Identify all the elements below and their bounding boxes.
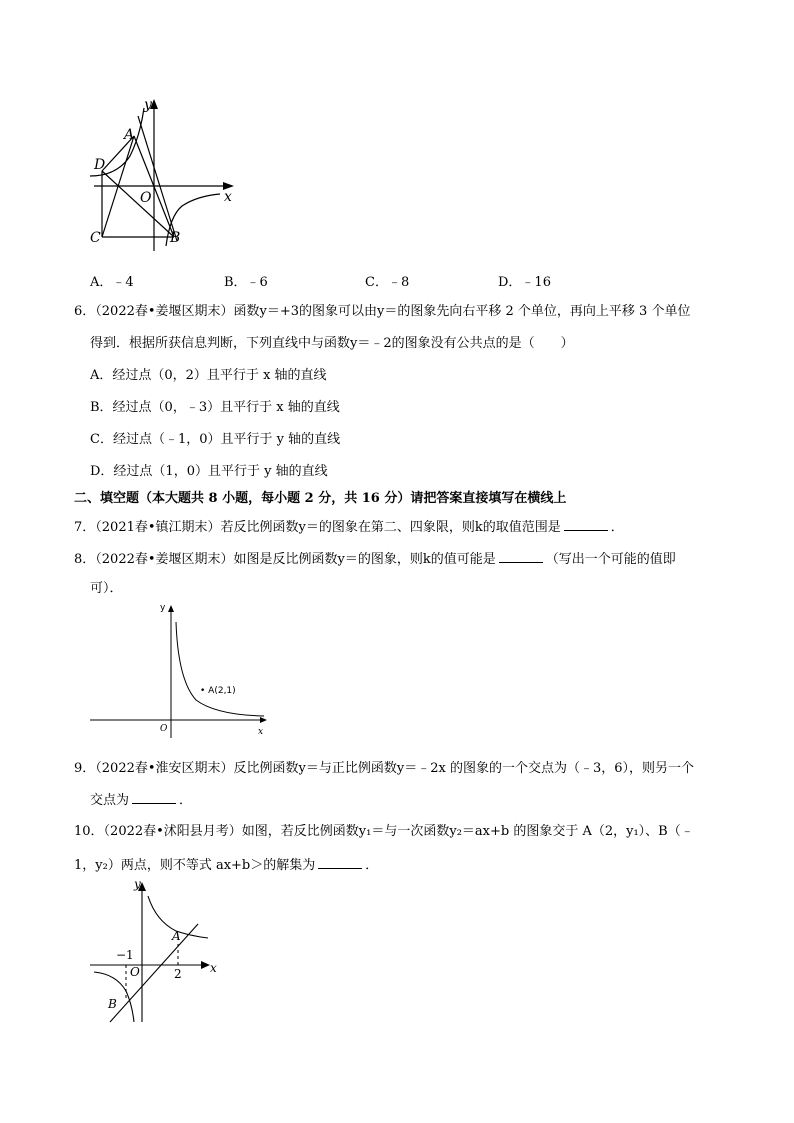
q10-answer-blank[interactable] bbox=[318, 856, 362, 869]
q8-figure bbox=[86, 600, 276, 740]
q5-label-y: y bbox=[144, 97, 152, 113]
q6-option-a: A．经过点（0，2）且平行于 x 轴的直线 bbox=[90, 368, 327, 383]
q9-text: 交点为 bbox=[90, 793, 130, 808]
q10-figure bbox=[86, 876, 226, 1026]
q7-end: ． bbox=[610, 520, 624, 535]
q10-line2 bbox=[74, 856, 378, 875]
q5-options bbox=[90, 271, 690, 289]
q8-line1 bbox=[74, 550, 676, 569]
q8-text-after: （写出一个可能的值即 bbox=[545, 552, 676, 567]
q6-line2: 得到．根据所获信息判断，下列直线中与函数y＝﹣2的图象没有公共点的是（ ） bbox=[90, 336, 574, 351]
q8-graph bbox=[86, 600, 276, 740]
q8-label-x: x bbox=[258, 727, 264, 737]
q9-end: ． bbox=[179, 793, 193, 808]
section-heading: 二、填空题（本大题共 8 小题，每小题 2 分，共 16 分）请把答案直接填写在横线上 bbox=[74, 491, 567, 506]
q8-answer-blank[interactable] bbox=[499, 550, 543, 563]
q10-text: 1，y₂）两点，则不等式 ax+b＞的解集为 bbox=[74, 858, 316, 873]
q7-line bbox=[74, 518, 624, 537]
q5-label-B: B bbox=[170, 230, 181, 246]
q10-label-2: 2 bbox=[174, 967, 182, 981]
q5-option-d: D．﹣16 bbox=[498, 275, 551, 290]
q5-figure bbox=[82, 96, 252, 256]
q6-option-d: D．经过点（1，0）且平行于 y 轴的直线 bbox=[90, 464, 328, 479]
q8-label-y: y bbox=[160, 603, 166, 613]
q8-label-O: O bbox=[160, 724, 168, 734]
q6-option-b: B．经过点（0，﹣3）且平行于 x 轴的直线 bbox=[90, 400, 340, 415]
q10-label-x: x bbox=[210, 961, 217, 975]
q10-graph bbox=[86, 876, 226, 1026]
q5-label-C: C bbox=[90, 230, 101, 246]
q10-label-B: B bbox=[108, 997, 117, 1011]
q5-option-a: A．﹣4 bbox=[90, 275, 134, 290]
q10-label-A: A bbox=[172, 929, 181, 943]
q6-line1: 6．（2022春•姜堰区期末）函数y＝+3的图象可以由y＝的图象先向右平移 2 个单位，再向上平移 3 个单位 bbox=[74, 304, 691, 319]
q10-label-O: O bbox=[130, 965, 140, 979]
q9-answer-blank[interactable] bbox=[132, 791, 176, 804]
q7-answer-blank[interactable] bbox=[564, 518, 608, 531]
q6-option-c: C．经过点（﹣1，0）且平行于 y 轴的直线 bbox=[90, 432, 341, 447]
q8-point-label: • A(2,1) bbox=[200, 686, 236, 696]
q10-line1: 10．（2022春•沭阳县月考）如图，若反比例函数y₁＝与一次函数y₂＝ax+b 的图象交于 A（2，y₁）、B（﹣ bbox=[74, 824, 694, 839]
q5-option-c: C．﹣8 bbox=[365, 275, 410, 290]
q10-label-y: y bbox=[134, 877, 141, 891]
q9-line2 bbox=[90, 791, 192, 810]
q5-graph bbox=[82, 96, 252, 256]
q8-line2: 可）． bbox=[90, 581, 123, 596]
q5-label-x: x bbox=[224, 189, 232, 205]
q5-label-O: O bbox=[140, 190, 152, 206]
q8-text: 8．（2022春•姜堰区期末）如图是反比例函数y＝的图象，则k的值可能是 bbox=[74, 552, 496, 567]
q10-end: ． bbox=[365, 858, 379, 873]
q9-line1: 9．（2022春•淮安区期末）反比例函数y＝与正比例函数y＝﹣2x 的图象的一个交点为（﹣3，6），则另一个 bbox=[74, 761, 694, 776]
q10-label-neg1: −1 bbox=[116, 948, 134, 962]
q5-label-A: A bbox=[124, 127, 135, 143]
q5-label-D: D bbox=[94, 157, 106, 173]
q5-option-b: B．﹣6 bbox=[224, 275, 268, 290]
q7-text: 7．（2021春•镇江期末）若反比例函数y＝的图象在第二、四象限，则k的取值范围是 bbox=[74, 520, 561, 535]
